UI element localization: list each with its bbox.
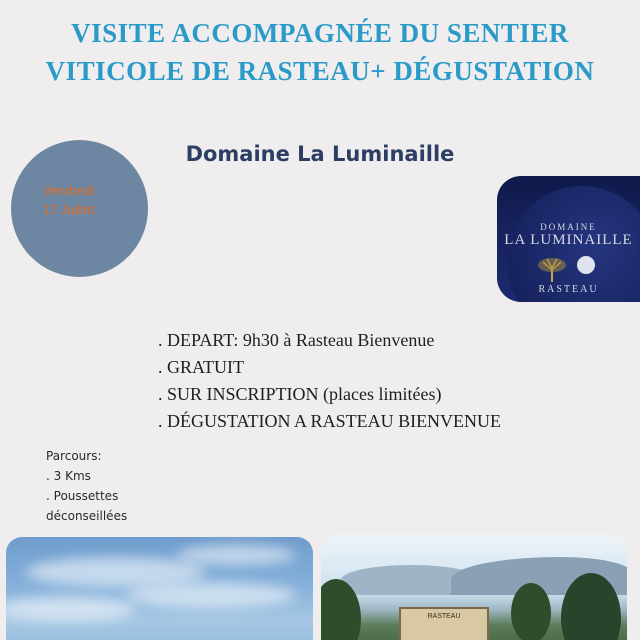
rasteau-sign — [399, 607, 489, 640]
info-item-depart: . DEPART: 9h30 à Rasteau Bienvenue — [158, 330, 435, 350]
tree-icon — [535, 256, 569, 282]
moon-icon — [577, 256, 595, 274]
sign-label: RASTEAU — [427, 613, 461, 620]
route-note-line-1: . Poussettes — [46, 489, 119, 503]
info-item-inscription: . SUR INSCRIPTION (places limitées) — [158, 384, 442, 404]
info-item-gratuit: . GRATUIT — [158, 357, 244, 377]
cloud-shape — [126, 582, 296, 608]
title-line-1: VISITE ACCOMPAGNÉE DU SENTIER — [71, 18, 569, 48]
title-line-2: VITICOLE DE RASTEAU+ DÉGUSTATION — [45, 56, 595, 86]
event-date — [43, 181, 94, 219]
event-info-list — [158, 327, 501, 435]
wine-label-appellation: RASTEAU — [538, 284, 599, 295]
cloud-shape — [176, 545, 296, 565]
cloud-shape — [6, 597, 136, 621]
vineyard-photo — [321, 535, 627, 640]
route-note-line-2: déconseillées — [46, 509, 128, 523]
wine-label-brand — [497, 222, 640, 249]
domain-name: Domaine La Luminaille — [185, 142, 455, 166]
wine-label-name: LA LUMINAILLE — [504, 232, 633, 248]
wine-label-domaine: DOMAINE — [540, 222, 597, 232]
route-distance: . 3 Kms — [46, 469, 91, 483]
sky-photo — [6, 537, 313, 640]
date-weekday: Vendredi — [43, 183, 95, 198]
route-heading: Parcours: — [46, 449, 102, 463]
info-item-degustation: . DÉGUSTATION A RASTEAU BIENVENUE — [158, 411, 502, 431]
tree-shape — [511, 583, 551, 640]
poster-title — [0, 14, 640, 90]
date-day-month: 17 Juillet — [43, 202, 95, 217]
route-details — [46, 446, 127, 526]
wine-bottle-photo — [497, 176, 640, 302]
